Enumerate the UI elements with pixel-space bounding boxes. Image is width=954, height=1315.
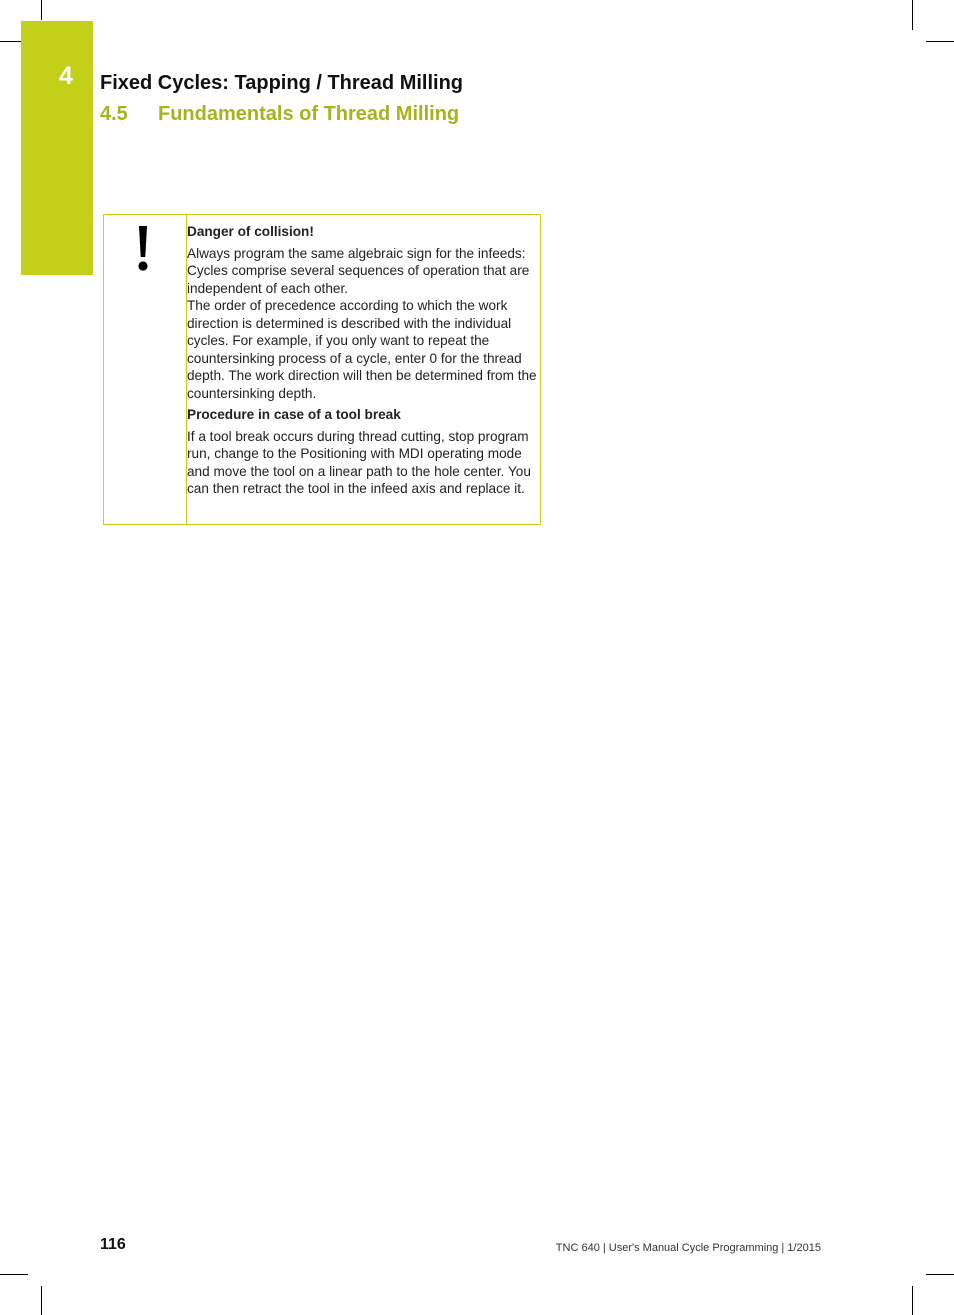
chapter-tab [21,21,93,275]
chapter-number: 4 [59,62,73,90]
notice-paragraph: Always program the same algebraic sign for the infeeds: Cycles comprise several sequences of operation that are independent of each other. [187,245,530,296]
section-name: Fundamentals of Thread Milling [158,103,460,125]
crop-mark [0,41,22,42]
notice-paragraph: If a tool break occurs during thread cutting, stop program run, change to the Positioning with MDI operating mode and move the tool on a linear path to the hole center. You can then retract the tool in the infeed axis and replace it. [187,428,531,496]
page-number: 116 [100,1236,126,1253]
warning-notice [103,214,541,525]
crop-mark [926,1274,954,1275]
notice-paragraph: The order of precedence according to which the work direction is determined is described with the individual cycles. For example, if you only want to repeat the countersinking process of a cycle, enter 0 for the thread depth. The work direction will then be determined from the countersinking depth. [187,298,537,401]
crop-mark [912,0,913,30]
section-title [100,103,460,126]
crop-mark [926,41,954,42]
notice-heading-tool-break: Procedure in case of a tool break [187,407,401,422]
crop-mark [912,1286,913,1315]
footer-text: TNC 640 | User's Manual Cycle Programming | 1/2015 [555,1242,821,1254]
crop-mark [41,0,42,20]
exclamation-icon [137,226,149,272]
notice-body [187,223,537,502]
chapter-title: Fixed Cycles: Tapping / Thread Milling [100,72,464,94]
crop-mark [41,1286,42,1315]
section-number: 4.5 [100,103,128,125]
notice-heading-collision: Danger of collision! [187,224,314,239]
crop-mark [0,1274,28,1275]
